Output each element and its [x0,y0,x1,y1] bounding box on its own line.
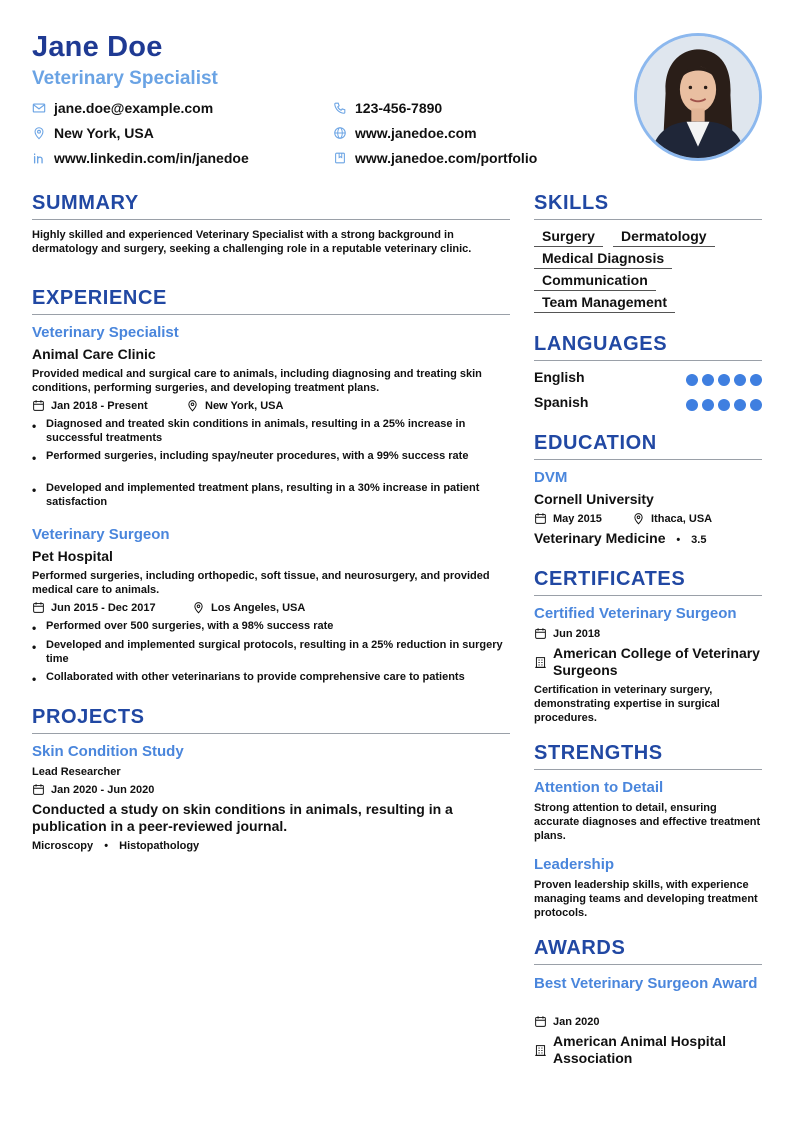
skill-tag: Surgery [534,228,603,247]
education-divider [534,459,762,460]
projects-divider [32,733,510,734]
awards-heading: AWARDS [534,937,626,959]
education-location [632,512,712,525]
awards-divider [534,964,762,965]
contact-email[interactable] [32,100,213,116]
calendar-icon [534,512,547,525]
linkedin-icon [32,151,46,165]
experience-divider [32,314,510,315]
job-location-text: Los Angeles, USA [211,601,306,614]
field-separator: • [676,534,681,546]
award-date-text: Jan 2020 [553,1015,600,1028]
education-location-text: Ithaca, USA [651,512,713,525]
language-level [686,399,762,411]
job-title: Veterinary Surgeon [32,526,170,543]
contact-email-text: jane.doe@example.com [54,100,214,116]
certificates-divider [534,595,762,596]
award-issuer: American Animal Hospital Association [553,1033,726,1066]
strength-description: Strong attention to detail, ensuring accurate diagnoses and effective treatment plans. [534,802,761,842]
location-pin-icon [632,512,645,525]
experience-heading: EXPERIENCE [32,287,167,309]
job-location-text: New York, USA [205,399,284,412]
project-tag: Microscopy [32,840,94,852]
contact-portfolio[interactable] [333,150,537,166]
bookmark-icon [333,151,347,165]
project-dates [32,783,154,796]
project-dates-text: Jan 2020 - Jun 2020 [51,783,155,796]
skill-tag: Team Management [534,294,675,313]
contact-location [32,125,154,141]
education-school: Cornell University [534,491,654,507]
job-title: Veterinary Specialist [32,324,179,341]
job-bullet: • Performed surgeries, including spay/neuter procedures, with a 99% success rate [32,449,510,463]
avatar-portrait [637,36,759,158]
skill-tag: Medical Diagnosis [534,250,672,269]
job-bullet: • Performed over 500 surgeries, with a 98% success rate [32,619,510,633]
job-dates [32,601,156,614]
education-gpa: 3.5 [691,534,707,546]
job-dates-text: Jun 2015 - Dec 2017 [51,601,156,614]
job-bullet: • Developed and implemented surgical protocols, resulting in a 25% reduction in surgery time [32,638,510,666]
job-description: Performed surgeries, including orthopedic, soft tissue, and neurosurgery, and provided medical care to animals. [32,570,490,596]
job-company: Animal Care Clinic [32,346,156,362]
language-level [686,374,762,386]
building-icon [534,1044,547,1057]
job-dates-text: Jan 2018 - Present [51,399,148,412]
project-tags [32,839,199,853]
contact-linkedin-text: www.linkedin.com/in/janedoe [54,150,249,166]
job-bullet: • Diagnosed and treated skin conditions in animals, resulting in a 25% increase in successful treatments [32,417,510,445]
certificates-heading: CERTIFICATES [534,568,686,590]
language-name: Spanish [534,394,589,410]
education-degree: DVM [534,469,568,486]
job-description: Provided medical and surgical care to animals, including diagnosing and treating skin conditions, performing surgeries, and developing treatment plans. [32,368,482,394]
languages-heading: LANGUAGES [534,333,668,355]
summary-divider [32,219,510,220]
location-pin-icon [32,126,46,140]
job-dates [32,399,148,412]
proficiency-dot [750,399,762,411]
location-pin-icon [192,601,205,614]
certificate-date [534,627,600,640]
proficiency-dot [718,374,730,386]
job-bullet: • Collaborated with other veterinarians to provide comprehensive care to patients [32,670,510,684]
project-tag: Histopathology [119,840,200,852]
proficiency-dot [750,374,762,386]
contact-portfolio-text: www.janedoe.com/portfolio [355,150,538,166]
certificate-title: Certified Veterinary Surgeon [534,605,737,622]
education-field: Veterinary Medicine [534,530,666,546]
language-name: English [534,369,585,385]
proficiency-dot [734,399,746,411]
languages-divider [534,360,762,361]
contact-phone[interactable] [333,100,442,116]
job-location [192,601,305,614]
proficiency-dot [702,374,714,386]
certificate-description: Certification in veterinary surgery, demonstrating expertise in surgical procedures. [534,684,720,724]
project-description: Conducted a study on skin conditions in animals, resulting in a publication in a peer-reviewed journal. [32,801,453,834]
globe-icon [333,126,347,140]
skills-heading: SKILLS [534,192,609,214]
education-date [534,512,602,525]
job-company: Pet Hospital [32,548,113,564]
job-location [186,399,283,412]
proficiency-dot [686,399,698,411]
contact-location-text: New York, USA [54,125,154,141]
project-role: Lead Researcher [32,766,121,778]
contact-website-text: www.janedoe.com [355,125,477,141]
proficiency-dot [734,374,746,386]
summary-heading: SUMMARY [32,192,139,214]
tag-separator: • [104,840,109,852]
strengths-heading: STRENGTHS [534,742,663,764]
summary-text: Highly skilled and experienced Veterinary Specialist with a strong background in dermatology and surgery, seeking a challenging role in a reputable veterinary clinic. [32,229,472,255]
contact-phone-text: 123-456-7890 [355,100,443,116]
mail-icon [32,101,46,115]
proficiency-dot [718,399,730,411]
calendar-icon [32,601,45,614]
skill-tag: Dermatology [613,228,715,247]
project-title: Skin Condition Study [32,743,184,760]
skills-divider [534,219,762,220]
projects-heading: PROJECTS [32,706,145,728]
calendar-icon [534,1015,547,1028]
award-title: Best Veterinary Surgeon Award [534,975,758,992]
strengths-divider [534,769,762,770]
strength-title: Leadership [534,856,615,873]
profile-photo [634,33,762,161]
calendar-icon [534,627,547,640]
candidate-role: Veterinary Specialist [32,68,218,89]
proficiency-dot [686,374,698,386]
education-field-row [534,530,706,546]
phone-icon [333,101,347,115]
job-bullet: • Developed and implemented treatment plans, resulting in a 30% increase in patient satisfaction [32,481,510,509]
calendar-icon [32,399,45,412]
proficiency-dot [702,399,714,411]
skill-tag: Communication [534,272,656,291]
candidate-name: Jane Doe [32,31,163,63]
award-date [534,1015,599,1028]
contact-website[interactable] [333,125,477,141]
education-heading: EDUCATION [534,432,657,454]
certificate-date-text: Jun 2018 [553,627,601,640]
strength-description: Proven leadership skills, with experience managing teams and developing treatment protocols. [534,879,758,919]
certificate-issuer: American College of Veterinary Surgeons [553,645,760,678]
contact-linkedin[interactable] [32,150,249,166]
education-date-text: May 2015 [553,512,602,525]
strength-title: Attention to Detail [534,779,664,796]
building-icon [534,656,547,669]
calendar-icon [32,783,45,796]
location-pin-icon [186,399,199,412]
